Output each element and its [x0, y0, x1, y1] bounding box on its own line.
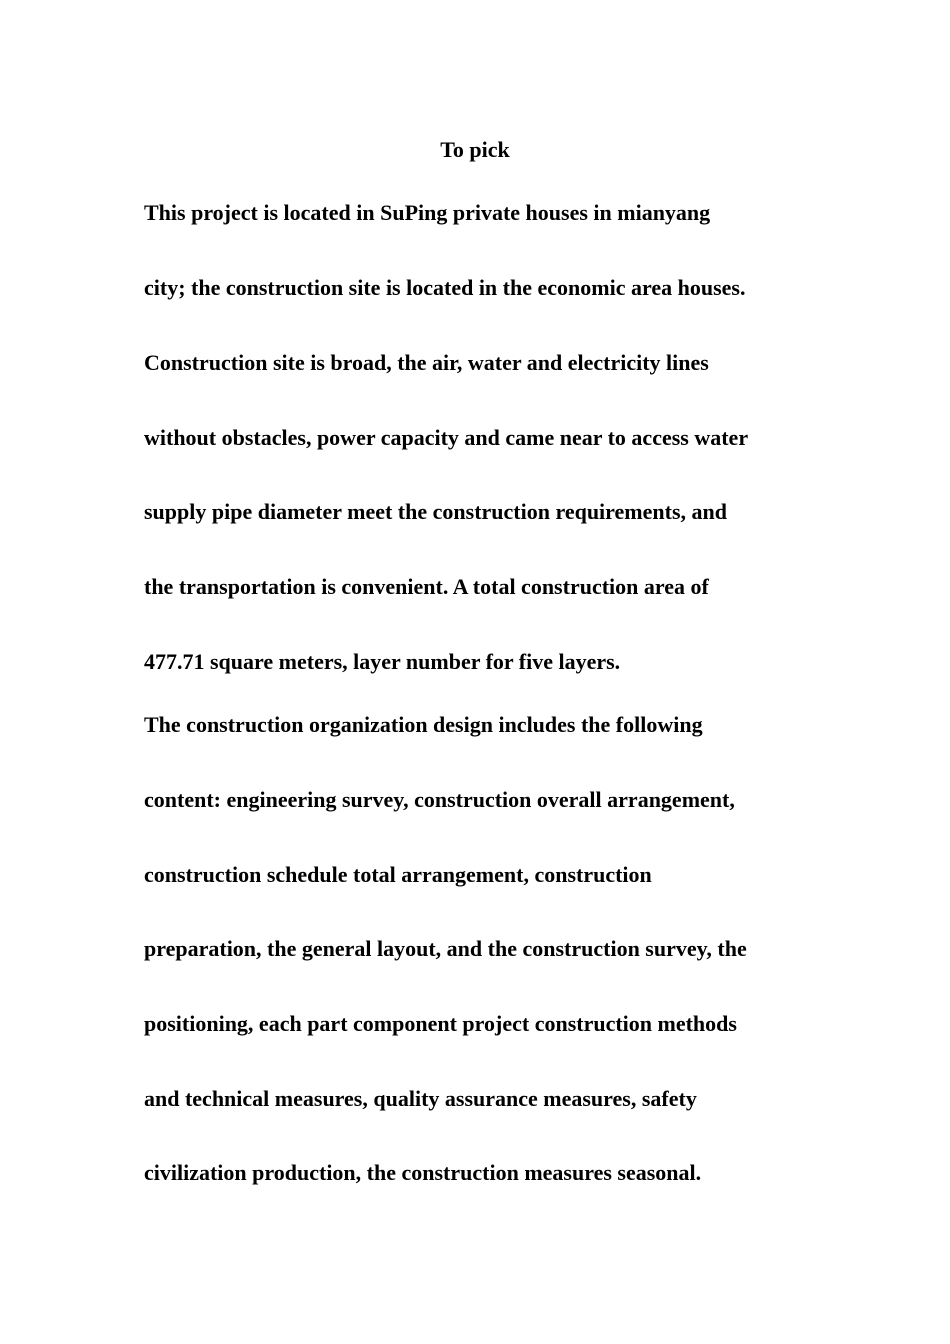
paragraph-line: The construction organization design includes the following [144, 712, 703, 737]
paragraph-line: and technical measures, quality assurance measures, safety [144, 1086, 697, 1111]
paragraph-line: preparation, the general layout, and the construction survey, the [144, 936, 747, 961]
paragraph-line: content: engineering survey, construction overall arrangement, [144, 787, 735, 812]
document-title: To pick [440, 137, 510, 162]
paragraph-line: This project is located in SuPing private houses in mianyang [144, 200, 711, 225]
paragraph-line: construction schedule total arrangement, construction [144, 862, 652, 887]
paragraph-line: supply pipe diameter meet the construction requirements, and [144, 499, 727, 524]
paragraph-line: positioning, each part component project construction methods [144, 1011, 737, 1036]
paragraph-line: without obstacles, power capacity and came near to access water [144, 425, 749, 450]
paragraph-line: city; the construction site is located in the economic area houses. [144, 275, 746, 300]
paragraph-line: civilization production, the construction measures seasonal. [144, 1160, 702, 1185]
paragraph-line: Construction site is broad, the air, water and electricity lines [144, 350, 709, 375]
paragraph-line: the transportation is convenient. A total construction area of [144, 574, 709, 599]
paragraph-line: 477.71 square meters, layer number for five layers. [144, 649, 621, 674]
